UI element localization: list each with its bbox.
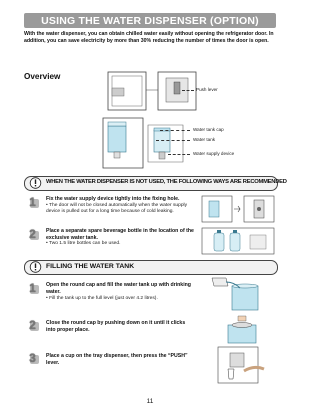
push-lever-label: Push lever <box>196 87 218 92</box>
filling-section-icon <box>29 261 42 273</box>
page-number: 11 <box>146 398 154 405</box>
page-title: USING THE WATER DISPENSER (OPTION) <box>24 13 276 28</box>
water-tank-cap-label: Water tank cap <box>193 127 224 132</box>
warning-heading: WHEN THE WATER DISPENSER IS NOT USED, THE FOLLOWING WAYS ARE RECOMMENDED <box>46 179 287 185</box>
press-lever-illustration <box>214 345 274 385</box>
water-tank-leader <box>156 140 190 141</box>
push-lever-leader <box>182 90 194 91</box>
water-tank-cap-leader <box>160 130 190 131</box>
filling-heading: FILLING THE WATER TANK <box>46 263 135 270</box>
filling-step-1-body: • Fill the tank up to the full level (just over 4.2 litres). <box>46 296 158 301</box>
water-supply-device-leader <box>168 154 190 155</box>
warning-step-2-body: • Two 1.5 litre bottles can be used. <box>46 241 121 246</box>
intro-paragraph: With the water dispenser, you can obtain chilled water easily without opening the refrigerator door. In addition, you can save electricity by more than 30% reducing the number of times the door is open. <box>24 31 274 44</box>
warning-step-2-number: 2 <box>26 227 39 241</box>
overview-heading: Overview <box>24 72 61 81</box>
water-supply-device-label: Water supply device <box>193 151 235 156</box>
warning-step-2-title: Place a separate spare beverage bottle in the location of the exclusive water tank. <box>46 228 194 241</box>
filling-step-3-number: 3 <box>26 351 39 365</box>
warning-icon <box>29 177 42 189</box>
fill-tank-illustration <box>206 276 276 312</box>
filling-step-2-number: 2 <box>26 318 39 332</box>
spare-bottle-illustration <box>200 227 276 255</box>
warning-step-1-body: • The door will not be closed automatically when the water supply device is pulled out for a long time because of cold leaking. <box>46 203 188 215</box>
dispenser-overview-illustration <box>88 70 203 170</box>
filling-step-1-title: Open the round cap and fill the water tank up with drinking water. <box>46 282 191 295</box>
filling-step-1-number: 1 <box>26 281 39 295</box>
filling-step-2-title: Close the round cap by pushing down on it until it clicks into proper place. <box>46 320 186 333</box>
warning-step-1-number: 1 <box>26 195 39 209</box>
close-cap-illustration <box>218 315 268 345</box>
supply-device-fixing-illustration <box>200 194 276 224</box>
water-tank-label: Water tank <box>193 137 216 142</box>
filling-step-3-title: Place a cup on the tray dispenser, then press the “PUSH” lever. <box>46 353 188 366</box>
warning-step-1-title: Fix the water supply device tightly into the fixing hole. <box>46 196 180 202</box>
